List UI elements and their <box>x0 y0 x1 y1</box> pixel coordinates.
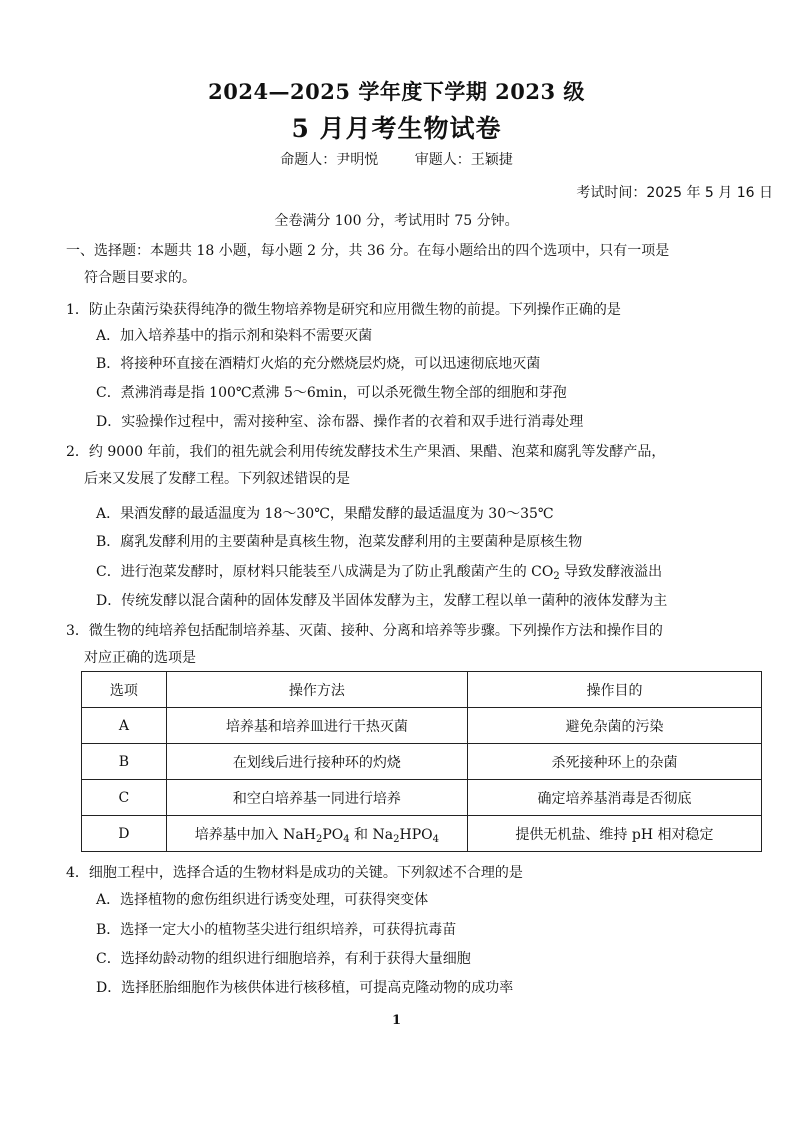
table-cell: 在划线后进行接种环的灼烧 <box>166 744 467 780</box>
question-3-table <box>81 671 762 852</box>
exam-title-line2: 5 月月考生物试卷 <box>291 114 502 143</box>
question-2-option-b: B．腐乳发酵利用的主要菌种是真核生物，泡菜发酵利用的主要菌种是原核生物 <box>96 534 583 550</box>
table-row <box>82 708 762 744</box>
exam-time: 考试时间：2025 年 5 月 16 日 <box>576 185 773 201</box>
question-3-stem: 3．微生物的纯培养包括配制培养基、灭菌、接种、分离和培养等步骤。下列操作方法和操作目的 <box>66 623 663 639</box>
full-score-note: 全卷满分 100 分，考试用时 75 分钟。 <box>274 213 519 229</box>
question-1-option-b: B．将接种环直接在酒精灯火焰的充分燃烧层灼烧，可以迅速彻底地灭菌 <box>96 356 541 372</box>
table-row <box>82 780 762 816</box>
table-cell: 杀死接种环上的杂菌 <box>467 744 761 780</box>
table-cell: 和空白培养基一同进行培养 <box>166 780 467 816</box>
table-header: 操作方法 <box>166 672 467 708</box>
formula-subscript: 4 <box>343 833 350 845</box>
table-row <box>82 816 762 852</box>
table-cell: 避免杂菌的污染 <box>467 708 761 744</box>
table-cell-formula <box>166 816 467 852</box>
table-header: 选项 <box>82 672 167 708</box>
formula-text: 培养基中加入 NaH <box>194 826 316 843</box>
table-cell: A <box>82 708 167 744</box>
author: 命题人：尹明悦 <box>280 152 379 168</box>
question-2-option-d: D．传统发酵以混合菌种的固体发酵及半固体发酵为主，发酵工程以单一菌种的液体发酵为主 <box>96 593 668 609</box>
question-4-option-b: B．选择一定大小的植物茎尖进行组织培养，可获得抗毒苗 <box>96 922 457 938</box>
question-1-option-a: A．加入培养基中的指示剂和染料不需要灭菌 <box>96 328 373 344</box>
table-cell: 培养基和培养皿进行干热灭菌 <box>166 708 467 744</box>
q2-c-subscript: 2 <box>553 571 560 582</box>
page-number: 1 <box>391 1013 402 1028</box>
question-4-stem: 4．细胞工程中，选择合适的生物材料是成功的关键。下列叙述不合理的是 <box>66 865 523 881</box>
table-cell: B <box>82 744 167 780</box>
q2-c-text-end: 导致发酵液溢出 <box>559 564 663 580</box>
question-4-option-c: C．选择幼龄动物的组织进行细胞培养，有利于获得大量细胞 <box>96 951 471 967</box>
formula-text: 和 Na <box>349 826 394 843</box>
question-3-stem-cont: 对应正确的选项是 <box>84 650 196 666</box>
reviewer: 审题人：王颖捷 <box>414 152 513 168</box>
formula-subscript: 2 <box>315 833 323 845</box>
question-1-stem: 1．防止杂菌污染获得纯净的微生物培养物是研究和应用微生物的前提。下列操作正确的是 <box>66 302 621 318</box>
table-cell: 提供无机盐、维持 pH 相对稳定 <box>467 816 761 852</box>
table-header-row <box>82 672 762 708</box>
question-4-option-a: A．选择植物的愈伤组织进行诱变处理，可获得突变体 <box>96 892 429 908</box>
question-1-option-c: C．煮沸消毒是指 100℃煮沸 5～6min，可以杀死微生物全部的细胞和芽孢 <box>96 385 567 401</box>
exam-title-line1: 2024—2025 学年度下学期 2023 级 <box>208 79 585 104</box>
question-1-option-d: D．实验操作过程中，需对接种室、涂布器、操作者的衣着和双手进行消毒处理 <box>96 414 584 430</box>
author-line <box>0 149 793 169</box>
section-heading-cont: 符合题目要求的。 <box>84 270 196 286</box>
section-heading: 一、选择题：本题共 18 小题，每小题 2 分，共 36 分。在每小题给出的四个选项中，只有一项是 <box>66 243 670 259</box>
table-cell: C <box>82 780 167 816</box>
table-header: 操作目的 <box>467 672 761 708</box>
question-2-stem-cont: 后来又发展了发酵工程。下列叙述错误的是 <box>84 471 350 487</box>
formula-subscript: 4 <box>432 833 439 845</box>
table-row <box>82 744 762 780</box>
formula-text: HPO <box>399 826 433 843</box>
formula-subscript: 2 <box>393 833 400 845</box>
table-cell: D <box>82 816 167 852</box>
question-2-option-a: A．果酒发酵的最适温度为 18～30℃，果醋发酵的最适温度为 30～35℃ <box>96 506 554 522</box>
formula-text: PO <box>322 826 344 843</box>
question-2-option-c <box>96 562 662 582</box>
question-2-stem: 2．约 9000 年前，我们的祖先就会利用传统发酵技术生产果酒、果醋、泡菜和腐乳等发酵产品， <box>66 444 666 460</box>
q2-c-text: C．进行泡菜发酵时，原材料只能装至八成满是为了防止乳酸菌产生的 CO <box>96 564 554 580</box>
question-4-option-d: D．选择胚胎细胞作为核供体进行核移植，可提高克隆动物的成功率 <box>96 980 514 996</box>
table-cell: 确定培养基消毒是否彻底 <box>467 780 761 816</box>
